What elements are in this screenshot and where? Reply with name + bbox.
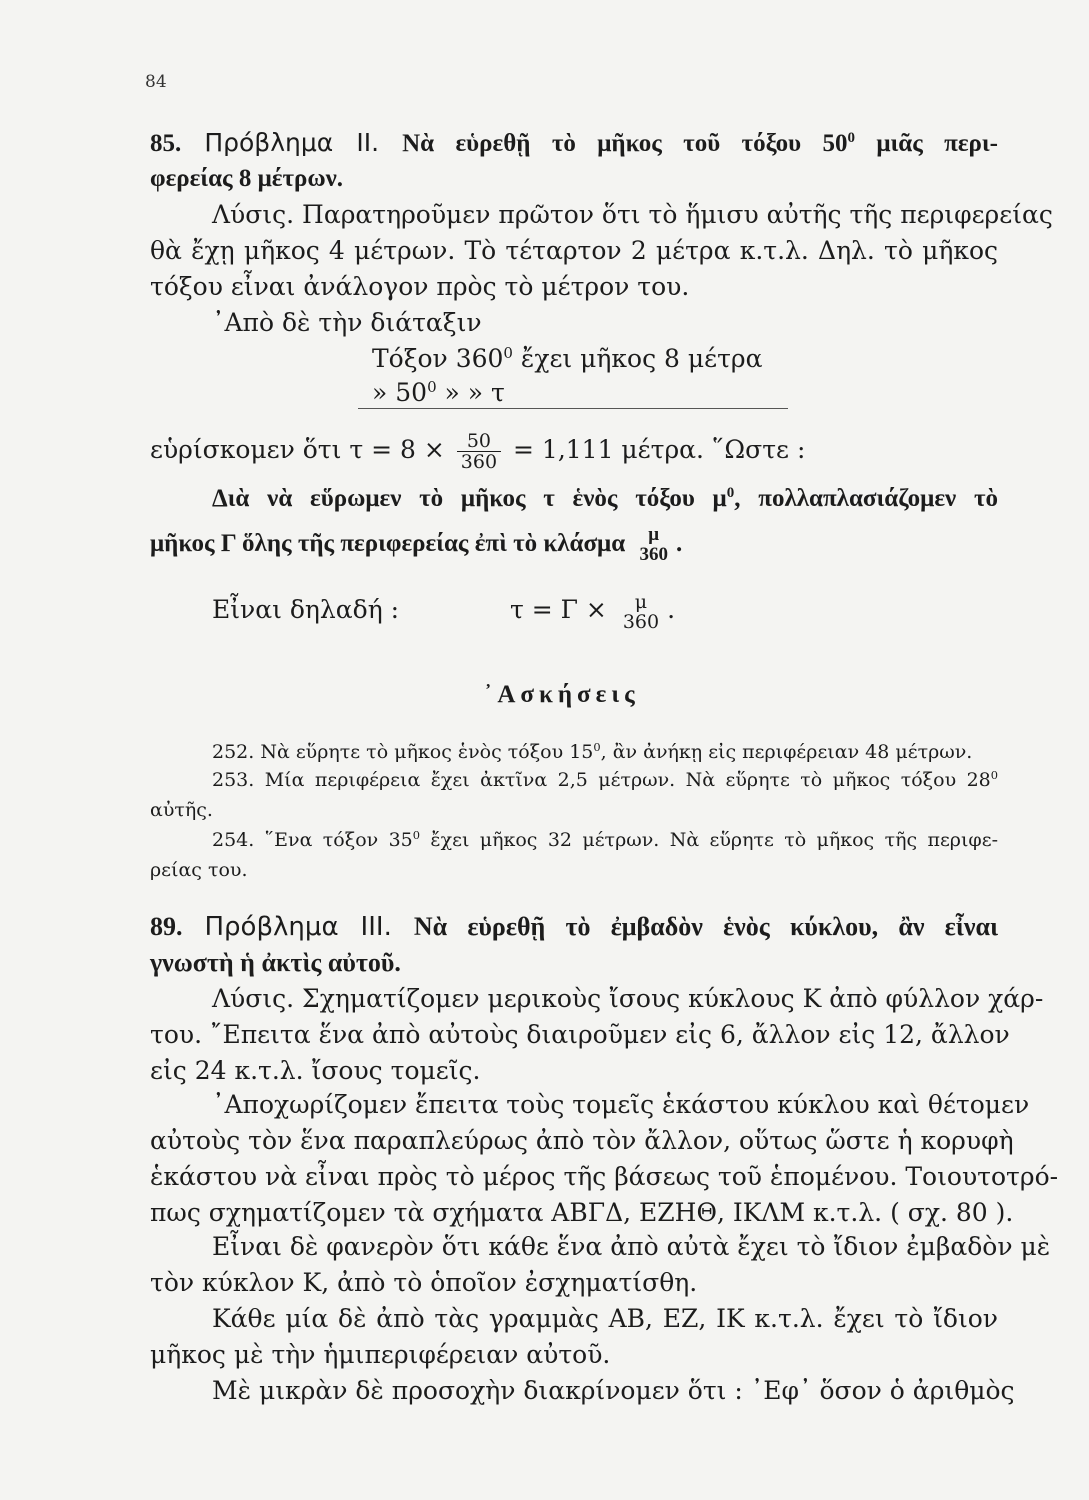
page-number: 84 [145,72,167,92]
section-89-paragraph-line: του. ῎Επειτα ἕνα ἀπὸ αὐτοὺς διαιροῦμεν εἰς 6, ἄλλον εἰς 12, ἄλλον [150,1020,1010,1049]
section-85-title-line2: φερείας 8 μέτρων. [150,165,344,192]
exercise-253-cont: αὐτῆς. [150,799,213,821]
section-85-paragraph-line: Λύσις. Παρατηροῦμεν πρῶτον ὅτι τὸ ἥμισυ αὐτῆς τῆς περιφερείας [212,200,1053,229]
arrangement-underline [358,408,788,409]
section-89-title-line1 [150,912,998,942]
exercise-254-cont: ρείας του. [150,859,248,881]
section-89-paragraph-line: ἑκάστου νὰ εἶναι πρὸς τὸ μέρος τῆς βάσεως τοῦ ἑπομένου. Τοιουτοτρό- [150,1162,1059,1191]
section-85-paragraph-line: τόξου εἶναι ἀνάλογον πρὸς τὸ μέτρον του. [150,272,690,301]
section-89-label: Πρόβλημα III. [204,912,392,942]
arrangement-row-2: » $50^0$ » » τ [372,378,505,407]
arrangement-row-1: Τόξον $360^0$ ἔχει μῆκος 8 μέτρα [372,344,763,373]
section-85-number: 85. [150,130,182,157]
section-89-paragraph-line: Κάθε μία δὲ ἀπὸ τὰς γραμμὰς ΑΒ, ΕΖ, ΙΚ κ.τ.λ. ἔχει τὸ ἴδιον [212,1304,998,1333]
section-89-paragraph-line: ᾿Αποχωρίζομεν ἔπειτα τοὺς τομεῖς ἑκάστου κύκλου καὶ θέτομεν [212,1090,1030,1119]
fraction-mu-over-360-formula: μ 360 [622,590,660,633]
section-85-title-line1 [150,128,998,159]
section-89-title-text: Νὰ εὑρεθῇ τὸ ἐμβαδὸν ἑνὸς κύκλου, ἂν εἶναι [413,912,999,941]
section-89-paragraph-line: αὐτοὺς τὸν ἕνα παραπλεύρως ἀπὸ τὸν ἄλλον, οὕτως ὥστε ἡ κορυφὴ [150,1126,1014,1155]
section-89-paragraph-line: πως σχηματίζομεν τὰ σχήματα ΑΒΓΔ, ΕΖΗΘ, ΙΚΛΜ κ.τ.λ. ( σχ. 80 ). [150,1198,1014,1227]
formula-line: Εἶναι δηλαδή : τ = Γ × μ 360 . [212,590,676,633]
section-89-paragraph-line: Εἶναι δὲ φανερὸν ὅτι κάθε ἕνα ἀπὸ αὐτὰ ἔχει τὸ ἴδιον ἐμβαδὸν μὲ [212,1232,1051,1261]
fraction-50-over-360: $\frac{50}{360}$ [457,431,501,472]
section-89-paragraph-line: μῆκος μὲ τὴν ἡμιπεριφέρειαν αὐτοῦ. [150,1340,611,1369]
section-85-paragraph-line: θὰ ἔχῃ μῆκος 4 μέτρων. Τὸ τέταρτον 2 μέτρα κ.τ.λ. Δηλ. τὸ μῆκος [150,236,998,265]
section-89-title-line2: γνωστὴ ἡ ἀκτὶς αὐτοῦ. [150,948,401,977]
section-85-label: Πρόβλημα II. [204,128,380,157]
section-89-paragraph-line: Μὲ μικρὰν δὲ προσοχὴν διακρίνομεν ὅτι : ᾿Εφ᾿ ὅσον ὁ ἀριθμὸς [212,1376,1015,1405]
exercise-254: 254. ῞Ενα τόξον $35^0$ ἔχει μῆκος 32 μέτρων. Νὰ εὕρητε τὸ μῆκος τῆς περιφε- [212,828,998,851]
section-89-paragraph-line: εἰς 24 κ.τ.λ. ἴσους τομεῖς. [150,1056,481,1085]
fraction-mu-over-360: μ 360 [639,524,668,566]
section-89-number: 89. [150,912,183,941]
section-89-paragraph-line: τὸν κύκλον Κ, ἀπὸ τὸ ὁποῖον ἐσχηματίσθη. [150,1268,698,1297]
exercise-253: 253. Μία περιφέρεια ἔχει ἀκτῖνα 2,5 μέτρων. Νὰ εὕρητε τὸ μῆκος τόξου $28^0$ [212,768,998,791]
section-85-result: εὑρίσκομεν ὅτι τ = 8 × $\frac{50}{360}$ = 1,111 μέτρα. ῞Ωστε : [150,430,806,473]
rule-line-1: Διὰ νὰ εὕρωμεν τὸ μῆκος τ ἑνὸς τόξου $\mu^0$, πολλαπλασιάζομεν τὸ [212,485,998,512]
section-85-arrangement-intro: ᾿Απὸ δὲ τὴν διάταξιν [212,308,482,337]
section-89-paragraph-line: Λύσις. Σχηματίζομεν μερικοὺς ἴσους κύκλους Κ ἀπὸ φύλλον χάρ- [212,984,1044,1013]
exercises-heading: ᾿Ασκήσεις [484,681,640,708]
exercise-252: 252. Νὰ εὕρητε τὸ μῆκος ἑνὸς τόξου $15^0$, ἂν ἀνήκῃ εἰς περιφέρειαν 48 μέτρων. [212,740,973,763]
rule-line-2: μῆκος Γ ὅλης τῆς περιφερείας ἐπὶ τὸ κλάσμα μ 360 . [150,524,683,566]
section-85-title-text: Νὰ εὑρεθῇ τὸ μῆκος τοῦ τόξου $50^0$ μιᾶς περι- [402,130,999,157]
